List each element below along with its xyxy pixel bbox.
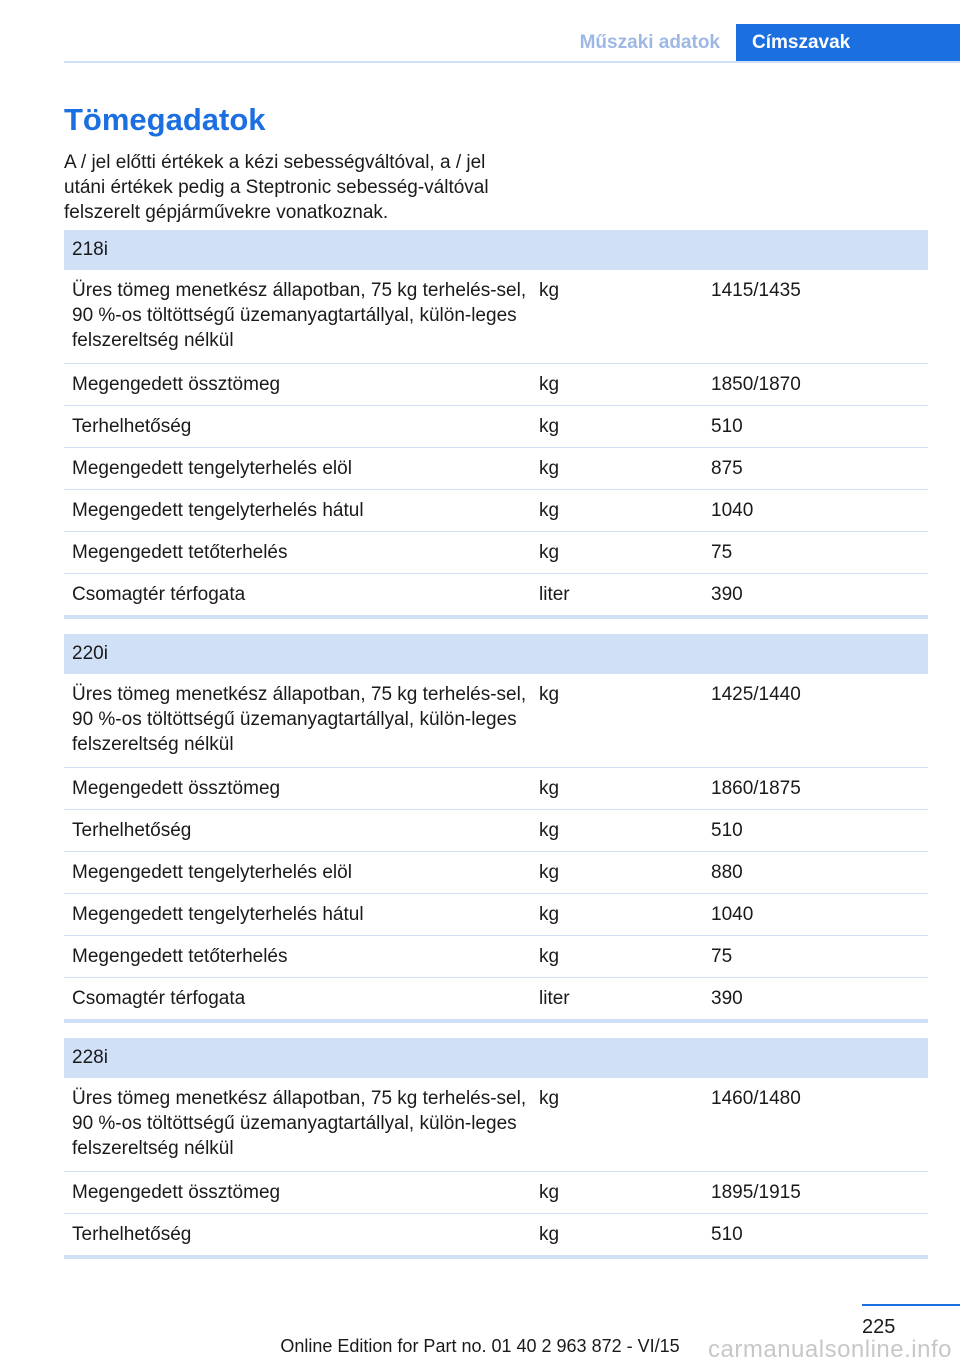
row-unit: liter xyxy=(539,584,570,605)
mass-table-220i xyxy=(64,634,928,1023)
table-row xyxy=(64,936,928,978)
row-label: Megengedett tengelyterhelés hátul xyxy=(72,500,364,521)
table-row xyxy=(64,852,928,894)
row-value: 1860/1875 xyxy=(711,778,801,799)
row-value: 1415/1435 xyxy=(711,280,801,301)
row-unit: kg xyxy=(539,1088,560,1109)
row-label: Megengedett össztömeg xyxy=(72,1182,281,1203)
row-value: 1040 xyxy=(711,904,754,925)
table-row xyxy=(64,532,928,574)
table-bottom-rule xyxy=(64,1255,928,1259)
row-label: Üres tömeg menetkész állapotban, 75 kg terhelés-sel, 90 %-os töltöttségű üzemanyagtartállyal, külön-leges felszereltség nélkül xyxy=(72,684,527,755)
table-row xyxy=(64,768,928,810)
table-row xyxy=(64,270,928,364)
row-label: Csomagtér térfogata xyxy=(72,988,246,1009)
table-bottom-rule xyxy=(64,1019,928,1023)
table-row xyxy=(64,364,928,406)
row-label: Üres tömeg menetkész állapotban, 75 kg terhelés-sel, 90 %-os töltöttségű üzemanyagtartállyal, külön-leges felszereltség nélkül xyxy=(72,280,527,351)
row-unit: kg xyxy=(539,374,560,395)
mass-table-218i xyxy=(64,230,928,619)
row-value: 390 xyxy=(711,988,743,1009)
row-label: Megengedett össztömeg xyxy=(72,778,281,799)
header-divider xyxy=(64,61,960,63)
table-row xyxy=(64,674,928,768)
row-value: 875 xyxy=(711,458,743,479)
row-value: 1895/1915 xyxy=(711,1182,801,1203)
row-label: Megengedett tengelyterhelés elöl xyxy=(72,458,352,479)
row-unit: kg xyxy=(539,862,560,883)
row-unit: kg xyxy=(539,1224,560,1245)
row-label: Megengedett tengelyterhelés elöl xyxy=(72,862,352,883)
row-value: 1040 xyxy=(711,500,754,521)
table-model-header: 228i xyxy=(64,1038,928,1078)
row-value: 880 xyxy=(711,862,743,883)
row-label: Csomagtér térfogata xyxy=(72,584,246,605)
row-unit: kg xyxy=(539,542,560,563)
row-label: Üres tömeg menetkész állapotban, 75 kg terhelés-sel, 90 %-os töltöttségű üzemanyagtartállyal, külön-leges felszereltség nélkül xyxy=(72,1088,527,1159)
row-value: 390 xyxy=(711,584,743,605)
tab-active[interactable]: Címszavak xyxy=(736,24,960,61)
row-label: Megengedett tengelyterhelés hátul xyxy=(72,904,364,925)
row-value: 75 xyxy=(711,946,733,967)
table-row xyxy=(64,978,928,1019)
table-row xyxy=(64,490,928,532)
row-unit: kg xyxy=(539,500,560,521)
row-value: 1460/1480 xyxy=(711,1088,801,1109)
row-unit: kg xyxy=(539,458,560,479)
table-row xyxy=(64,810,928,852)
row-label: Megengedett tetőterhelés xyxy=(72,542,288,563)
table-row xyxy=(64,448,928,490)
watermark: carmanualsonline.info xyxy=(708,1336,952,1363)
row-label: Terhelhetőség xyxy=(72,820,192,841)
row-unit: kg xyxy=(539,280,560,301)
table-row xyxy=(64,406,928,448)
page-title: Tömegadatok xyxy=(64,102,266,137)
row-unit: kg xyxy=(539,1182,560,1203)
row-value: 510 xyxy=(711,1224,743,1245)
table-model-header: 218i xyxy=(64,230,928,270)
row-label: Megengedett össztömeg xyxy=(72,374,281,395)
row-unit: kg xyxy=(539,684,560,705)
header-tabs xyxy=(580,24,960,61)
intro-text: A / jel előtti értékek a kézi sebességváltóval, a / jel utáni értékek pedig a Steptronic sebesség-váltóval felszerelt gépjárművekre vonatkoznak. xyxy=(64,152,489,223)
page-number: 225 xyxy=(862,1316,896,1338)
row-unit: kg xyxy=(539,904,560,925)
table-row xyxy=(64,1078,928,1172)
table-bottom-rule xyxy=(64,615,928,619)
row-label: Terhelhetőség xyxy=(72,1224,192,1245)
tab-section[interactable]: Műszaki adatok xyxy=(579,32,720,53)
row-unit: liter xyxy=(539,988,570,1009)
row-value: 510 xyxy=(711,416,743,437)
footer-edition: Online Edition for Part no. 01 40 2 963 872 - VI/15 xyxy=(280,1336,680,1356)
row-value: 75 xyxy=(711,542,733,563)
row-unit: kg xyxy=(539,946,560,967)
table-model-header: 220i xyxy=(64,634,928,674)
mass-table-228i xyxy=(64,1038,928,1259)
table-row xyxy=(64,574,928,615)
row-label: Terhelhetőség xyxy=(72,416,192,437)
row-unit: kg xyxy=(539,416,560,437)
page-number-rule xyxy=(862,1304,960,1306)
row-value: 1425/1440 xyxy=(711,684,801,705)
table-row xyxy=(64,1172,928,1214)
table-row xyxy=(64,1214,928,1255)
row-unit: kg xyxy=(539,820,560,841)
row-unit: kg xyxy=(539,778,560,799)
row-label: Megengedett tetőterhelés xyxy=(72,946,288,967)
row-value: 510 xyxy=(711,820,743,841)
table-row xyxy=(64,894,928,936)
row-value: 1850/1870 xyxy=(711,374,801,395)
